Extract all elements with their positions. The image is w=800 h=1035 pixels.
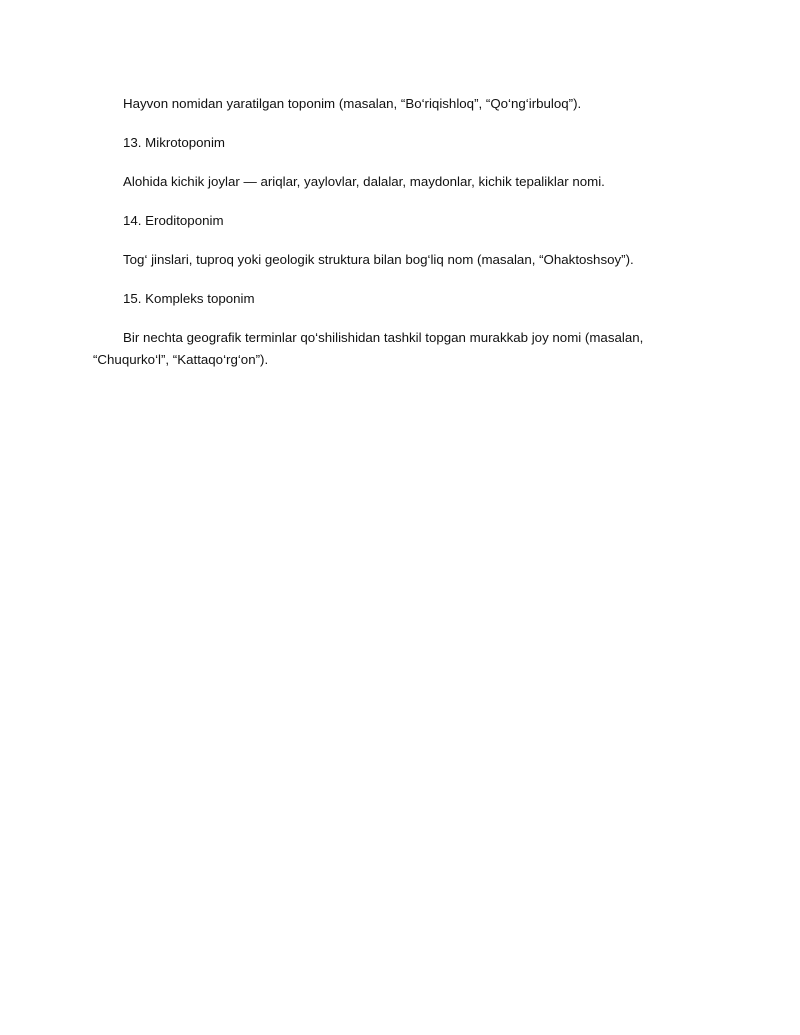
paragraph-eroditoponim: Tog‘ jinslari, tuproq yoki geologik struktura bilan bog‘liq nom (masalan, “Ohaktoshsoy”). — [123, 252, 634, 267]
paragraph-animal-toponym: Hayvon nomidan yaratilgan toponim (masalan, “Bo‘riqishloq”, “Qo‘ng‘irbuloq”). — [123, 96, 582, 111]
document-body — [93, 93, 713, 371]
heading-eroditoponim: 14. Eroditoponim — [123, 213, 224, 228]
heading-mikrotoponim: 13. Mikrotoponim — [123, 135, 225, 150]
paragraph-kompleks-toponim: Bir nechta geografik terminlar qo‘shilishidan tashkil topgan murakkab joy nomi (masalan, “Chuqurko‘l”, “Kattaqo‘rg‘on”). — [93, 330, 644, 367]
paragraph-mikrotoponim: Alohida kichik joylar — ariqlar, yaylovlar, dalalar, maydonlar, kichik tepaliklar nomi. — [123, 174, 605, 189]
heading-kompleks-toponim: 15. Kompleks toponim — [123, 291, 255, 306]
